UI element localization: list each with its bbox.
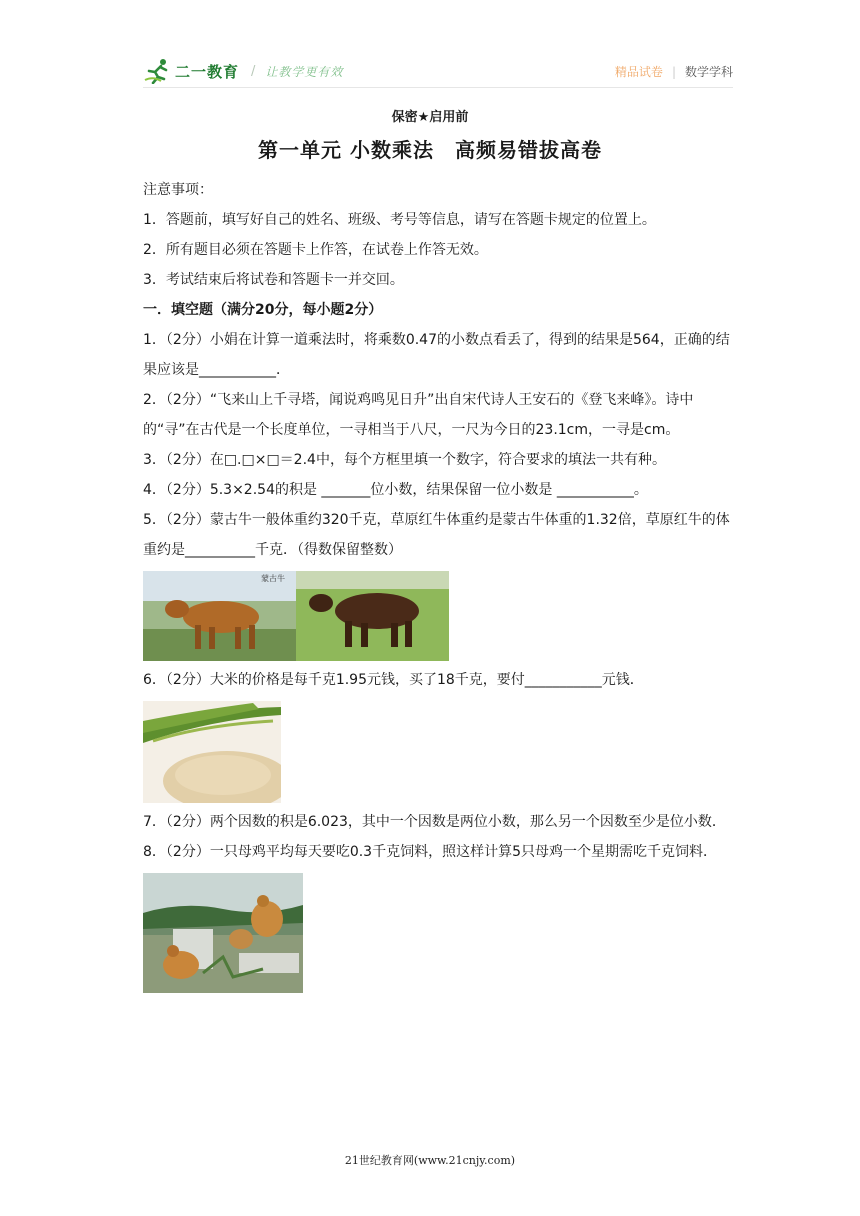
logo (143, 56, 343, 86)
premium-label: 精品试卷 (614, 65, 663, 79)
question-8: 8．（2分）一只母鸡平均每天要吃0.3千克饲料，照这样计算5只母鸡一个星期需吃千克饲料． (143, 844, 717, 860)
question-4: 4．（2分）5.3×2.54的积是 _______位小数，结果保留一位小数是 ___________。 (143, 482, 648, 498)
logo-separator: / (251, 63, 256, 79)
notice-title: 注意事项： (143, 182, 213, 198)
notice-item: 3．考试结束后将试卷和答题卡一并交回。 (143, 272, 404, 288)
header-rule (143, 87, 733, 88)
question-6: 6．（2分）大米的价格是每千克1.95元钱，买了18千克，要付___________元钱． (143, 672, 644, 688)
notice-item: 2．所有题目必须在答题卡上作答，在试卷上作答无效。 (143, 242, 488, 258)
question-5: 5．（2分）蒙古牛一般体重约320千克，草原红牛体重约是蒙古牛体重的1.32倍，草原红牛的体重约是__________千克．（得数保留整数） (143, 512, 730, 558)
cattle-caption: 蒙古牛 (261, 574, 285, 583)
page-title: 第一单元 小数乘法 高频易错拔高卷 (258, 138, 602, 162)
logo-slogan: 让教学更有效 (265, 64, 344, 79)
page-header (143, 56, 733, 88)
section-heading: 一．填空题（满分20分，每小题2分） (143, 302, 383, 318)
notice-item: 1．答题前，填写好自己的姓名、班级、考号等信息，请写在答题卡规定的位置上。 (143, 212, 656, 228)
header-divider: | (671, 64, 676, 79)
question-3: 3．（2分）在□.□×□＝2.4中，每个方框里填一个数字，符合要求的填法一共有种。 (143, 452, 666, 468)
question-7: 7．（2分）两个因数的积是6.023，其中一个因数是两位小数，那么另一个因数至少是位小数． (143, 814, 726, 830)
exam-content (143, 175, 733, 997)
header-right (615, 63, 733, 80)
question-1: 1．（2分）小娟在计算一道乘法时，将乘数0.47的小数点看丢了，得到的结果是564，正确的结果应该是___________． (143, 332, 730, 378)
subject-label: 数学学科 (684, 65, 733, 79)
page-footer: 21世纪教育网(www.21cnjy.com) (344, 1154, 516, 1167)
runner-logo-icon (143, 58, 173, 84)
rice-image (143, 701, 281, 803)
question-2: 2．（2分）“飞来山上千寻塔，闻说鸡鸣见日升”出自宋代诗人王安石的《登飞来峰》。诗中的“寻”在古代是一个长度单位，一寻相当于八尺，一尺为今日的23.1cm，一寻是cm。 (143, 392, 694, 438)
logo-text: 二一教育 (175, 62, 240, 81)
secret-label: 保密★启用前 (391, 110, 469, 125)
chicken-image (143, 873, 303, 993)
cattle-image (143, 571, 449, 661)
